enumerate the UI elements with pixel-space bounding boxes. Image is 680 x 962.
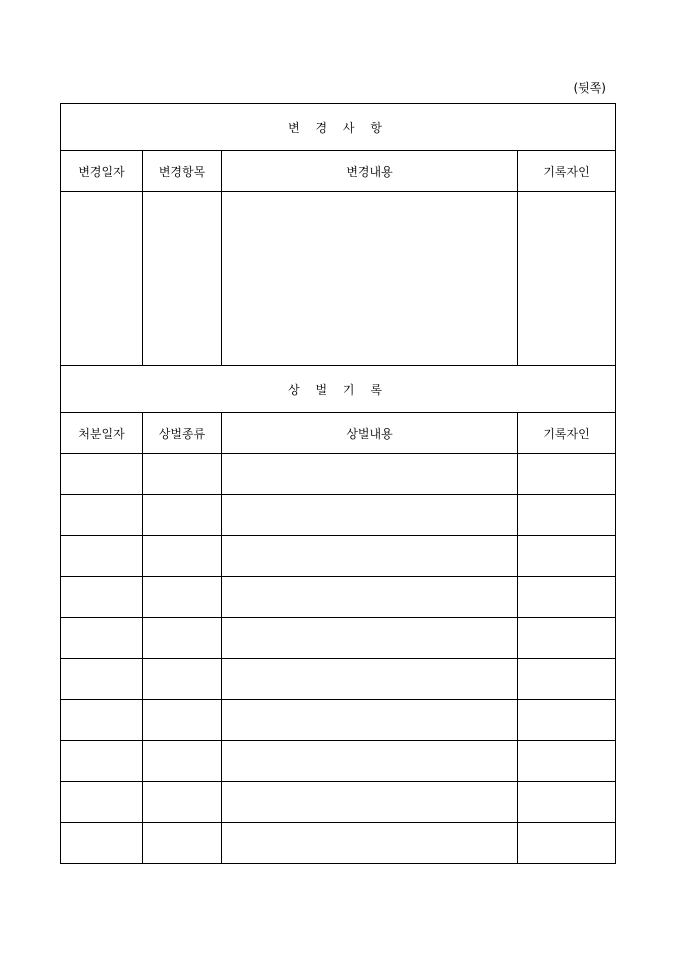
recorder-seal-cell[interactable] (518, 741, 616, 782)
changes-section-row (61, 104, 616, 151)
discipline-section-row (61, 366, 616, 413)
discipline-content-cell[interactable] (222, 577, 518, 618)
changes-section-title: 변 경 사 항 (61, 104, 616, 151)
discipline-entry-row (61, 823, 616, 864)
disposition-date-cell[interactable] (61, 454, 143, 495)
change-item-cell[interactable] (143, 192, 222, 366)
discipline-entry-row (61, 495, 616, 536)
recorder-seal-header: 기록자인 (518, 413, 616, 454)
discipline-type-header: 상벌종류 (143, 413, 222, 454)
page-label: (뒷쪽) (573, 81, 606, 95)
discipline-content-cell[interactable] (222, 495, 518, 536)
discipline-entry-row (61, 618, 616, 659)
recorder-seal-cell[interactable] (518, 618, 616, 659)
discipline-type-cell[interactable] (143, 618, 222, 659)
discipline-rows (61, 454, 616, 864)
discipline-type-cell[interactable] (143, 741, 222, 782)
disposition-date-cell[interactable] (61, 782, 143, 823)
recorder-seal-cell[interactable] (518, 536, 616, 577)
change-content-header: 변경내용 (222, 151, 518, 192)
change-date-header: 변경일자 (61, 151, 143, 192)
discipline-content-cell[interactable] (222, 782, 518, 823)
changes-header-row (61, 151, 616, 192)
discipline-type-cell[interactable] (143, 577, 222, 618)
change-date-cell[interactable] (61, 192, 143, 366)
discipline-type-cell[interactable] (143, 823, 222, 864)
disposition-date-cell[interactable] (61, 618, 143, 659)
discipline-content-cell[interactable] (222, 741, 518, 782)
discipline-entry-row (61, 741, 616, 782)
discipline-section-title: 상 벌 기 록 (61, 366, 616, 413)
disposition-date-cell[interactable] (61, 659, 143, 700)
disposition-date-cell[interactable] (61, 741, 143, 782)
change-item-header: 변경항목 (143, 151, 222, 192)
discipline-entry-row (61, 536, 616, 577)
discipline-content-cell[interactable] (222, 823, 518, 864)
disposition-date-cell[interactable] (61, 495, 143, 536)
discipline-entry-row (61, 782, 616, 823)
discipline-type-cell[interactable] (143, 700, 222, 741)
recorder-seal-cell[interactable] (518, 192, 616, 366)
discipline-type-cell[interactable] (143, 495, 222, 536)
discipline-entry-row (61, 659, 616, 700)
discipline-content-cell[interactable] (222, 536, 518, 577)
recorder-seal-cell[interactable] (518, 782, 616, 823)
disposition-date-cell[interactable] (61, 536, 143, 577)
change-content-cell[interactable] (222, 192, 518, 366)
discipline-entry-row (61, 454, 616, 495)
recorder-seal-cell[interactable] (518, 495, 616, 536)
discipline-type-cell[interactable] (143, 454, 222, 495)
recorder-seal-cell[interactable] (518, 577, 616, 618)
discipline-content-cell[interactable] (222, 700, 518, 741)
discipline-entry-row (61, 577, 616, 618)
disposition-date-cell[interactable] (61, 823, 143, 864)
recorder-seal-header: 기록자인 (518, 151, 616, 192)
recorder-seal-cell[interactable] (518, 454, 616, 495)
record-form-table (60, 103, 616, 864)
recorder-seal-cell[interactable] (518, 823, 616, 864)
discipline-header-row (61, 413, 616, 454)
discipline-content-cell[interactable] (222, 659, 518, 700)
recorder-seal-cell[interactable] (518, 700, 616, 741)
discipline-content-cell[interactable] (222, 454, 518, 495)
discipline-type-cell[interactable] (143, 782, 222, 823)
changes-entry-row (61, 192, 616, 366)
discipline-content-header: 상벌내용 (222, 413, 518, 454)
discipline-type-cell[interactable] (143, 659, 222, 700)
discipline-entry-row (61, 700, 616, 741)
recorder-seal-cell[interactable] (518, 659, 616, 700)
disposition-date-header: 처분일자 (61, 413, 143, 454)
disposition-date-cell[interactable] (61, 700, 143, 741)
discipline-content-cell[interactable] (222, 618, 518, 659)
discipline-type-cell[interactable] (143, 536, 222, 577)
disposition-date-cell[interactable] (61, 577, 143, 618)
